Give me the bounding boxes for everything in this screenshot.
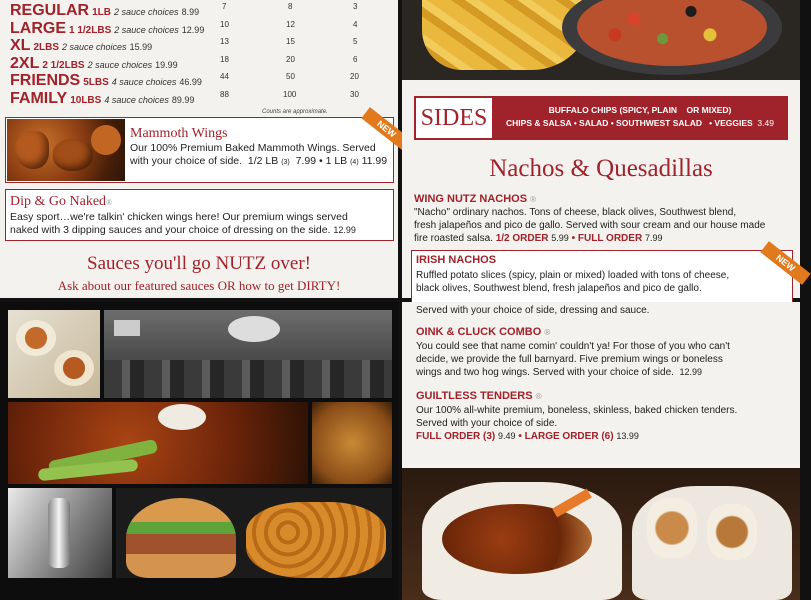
size-row bbox=[10, 37, 390, 55]
count-col1: 18 bbox=[220, 54, 229, 64]
size-row bbox=[10, 90, 390, 108]
wraps-photo bbox=[8, 310, 100, 398]
wing-sizes-panel bbox=[0, 0, 398, 298]
guiltless-tenders-item bbox=[416, 390, 794, 443]
wings-baskets-photo bbox=[402, 468, 800, 600]
trademark-mark: ® bbox=[106, 198, 113, 207]
full-order-label: FULL ORDER (3) bbox=[416, 431, 496, 442]
large-order-label: LARGE ORDER (6) bbox=[524, 431, 614, 442]
mammoth-desc bbox=[130, 142, 387, 169]
new-badge: NEW bbox=[361, 107, 411, 151]
size-name: XL bbox=[10, 37, 31, 54]
sides-label-box bbox=[416, 98, 492, 138]
size-row bbox=[10, 20, 390, 38]
photo-collage bbox=[0, 302, 398, 600]
new-badge: NEW bbox=[760, 241, 810, 285]
sauce-choices: 4 sauce choices bbox=[111, 77, 177, 87]
irish-nachos-box bbox=[411, 250, 797, 303]
count-col2: 12 bbox=[286, 19, 295, 29]
size-row bbox=[10, 72, 390, 90]
sauces-subheading: Ask about our featured sauces OR how to get DIRTY! bbox=[57, 278, 341, 293]
sauce-choices: 2 sauce choices bbox=[114, 7, 179, 17]
sides-label: SIDES bbox=[420, 104, 488, 131]
wings-celery-photo bbox=[8, 402, 308, 484]
half-order-label: 1/2 ORDER bbox=[495, 233, 549, 244]
item-desc bbox=[414, 206, 794, 245]
dip-desc-line bbox=[10, 224, 356, 237]
sauce-choices: 2 sauce choices bbox=[87, 59, 153, 70]
count-col1: 10 bbox=[220, 19, 229, 29]
mammoth-wings-photo bbox=[7, 119, 125, 181]
mammoth-desc-line: Our 100% Premium Baked Mammoth Wings. Served bbox=[130, 142, 376, 154]
full-lb-price: 11.99 bbox=[361, 155, 388, 167]
trademark-mark: ® bbox=[535, 392, 542, 401]
full-lb-count: (4) bbox=[350, 159, 359, 166]
desc-line: black olives, Southwest blend, fresh jalapeños and pico de gallo. bbox=[416, 283, 702, 294]
mammoth-desc-line: with your choice of side. bbox=[130, 155, 243, 167]
item-title-text: OINK & CLUCK COMBO bbox=[416, 326, 542, 338]
item-title-text: GUILTLESS TENDERS bbox=[416, 390, 533, 402]
item-title bbox=[416, 326, 794, 338]
count-col1: 7 bbox=[222, 2, 227, 11]
item-title bbox=[416, 390, 794, 402]
trademark-mark: ® bbox=[530, 195, 537, 204]
desc-line: Our 100% all-white premium, boneless, skinless, baked chicken tenders. bbox=[416, 405, 738, 416]
size-name: REGULAR bbox=[10, 2, 90, 19]
item-price: 12.99 bbox=[679, 367, 703, 377]
restaurant-interior-photo bbox=[104, 310, 392, 398]
size-weight: 5LBS bbox=[83, 77, 109, 88]
size-price: 8.99 bbox=[181, 7, 200, 17]
desc-text: wings and two hog wings. Served with your choice of side. bbox=[416, 367, 674, 378]
count-col3: 3 bbox=[353, 2, 358, 11]
dip-go-naked-box bbox=[5, 189, 394, 241]
size-price: 12.99 bbox=[181, 24, 205, 35]
beer-tap-photo bbox=[8, 488, 112, 578]
burger-chips-photo bbox=[116, 488, 392, 578]
sizes-table bbox=[10, 2, 390, 107]
mammoth-title: Mammoth Wings bbox=[130, 126, 228, 141]
dip-desc bbox=[10, 211, 356, 237]
size-price: 89.99 bbox=[171, 94, 195, 105]
trademark-mark: ® bbox=[544, 328, 551, 337]
size-price: 19.99 bbox=[155, 59, 178, 70]
count-col1: 44 bbox=[220, 72, 229, 81]
counts-note: Counts are approximate. bbox=[262, 109, 328, 115]
desc-text: fire roasted salsa. bbox=[414, 233, 493, 244]
count-col2: 8 bbox=[288, 2, 293, 11]
dip-desc-text: naked with 3 dipping sauces and your choice of dressing on the side. bbox=[10, 224, 331, 236]
count-col3: 6 bbox=[353, 54, 358, 64]
desc-line: "Nacho" ordinary nachos. Tons of cheese, black olives, Southwest blend, bbox=[414, 207, 737, 218]
mammoth-price-line bbox=[130, 155, 387, 169]
size-weight: 10LBS bbox=[70, 94, 102, 106]
count-col3: 5 bbox=[353, 37, 358, 46]
count-col1: 88 bbox=[220, 89, 229, 99]
separator: • bbox=[571, 233, 576, 244]
chips-salsa-photo bbox=[402, 0, 800, 80]
irish-desc bbox=[416, 269, 729, 295]
sides-banner bbox=[414, 96, 788, 140]
nachos-heading: Nachos & Quesadillas bbox=[489, 155, 713, 182]
desc-line: decide, we provide the full barnyard. Five premium wings or boneless bbox=[416, 354, 723, 365]
item-title-text: WING NUTZ NACHOS bbox=[414, 193, 528, 205]
separator: • bbox=[318, 155, 323, 167]
full-order-price: 9.49 bbox=[498, 431, 516, 441]
dip-price: 12.99 bbox=[333, 225, 356, 235]
sauce-choices: 4 sauce choices bbox=[104, 94, 169, 105]
count-col3: 30 bbox=[350, 89, 359, 99]
size-name: FRIENDS bbox=[10, 72, 81, 89]
full-lb-label: 1 LB bbox=[325, 155, 348, 167]
size-weight: 1 1/2LBS bbox=[69, 24, 112, 36]
full-order-label: FULL ORDER bbox=[577, 233, 643, 244]
sauce-choices: 2 sauce choices bbox=[62, 42, 127, 52]
size-price: 46.99 bbox=[179, 77, 202, 87]
served-with-line: Served with your choice of side, dressing and sauce. bbox=[416, 305, 650, 316]
sides-line: BUFFALO CHIPS (SPICY, PLAIN OR MIXED) bbox=[548, 105, 732, 115]
count-col2: 20 bbox=[286, 54, 295, 64]
item-desc bbox=[416, 404, 794, 443]
irish-title: IRISH NACHOS bbox=[416, 254, 497, 266]
item-title bbox=[414, 193, 794, 205]
size-weight: 1LB bbox=[92, 7, 112, 18]
full-order-price: 7.99 bbox=[644, 233, 663, 243]
separator: • bbox=[518, 431, 522, 442]
size-row bbox=[10, 55, 390, 73]
size-name: LARGE bbox=[10, 19, 66, 37]
desc-line bbox=[416, 366, 794, 379]
half-lb-price: 7.99 bbox=[295, 155, 317, 167]
size-weight: 2 1/2LBS bbox=[42, 59, 85, 71]
size-weight: 2LBS bbox=[33, 42, 60, 53]
desc-line: You could see that name comin' couldn't ya! For those of you who can't bbox=[416, 341, 730, 352]
sauce-choices: 2 sauce choices bbox=[114, 24, 179, 35]
dip-title bbox=[10, 194, 112, 210]
new-tag-corner bbox=[764, 251, 797, 279]
count-col3: 20 bbox=[350, 72, 359, 81]
boneless-wings-photo bbox=[312, 402, 392, 484]
large-order-price: 13.99 bbox=[616, 431, 639, 441]
wing-nutz-nachos-item bbox=[414, 193, 794, 245]
count-col2: 15 bbox=[286, 37, 295, 46]
sides-line-text: CHIPS & SALSA • SALAD • SOUTHWEST SALAD • VEGGIES bbox=[506, 118, 753, 128]
mammoth-wings-box bbox=[5, 117, 398, 183]
combo-tenders-panel bbox=[402, 302, 800, 600]
sides-line bbox=[498, 117, 782, 130]
desc-line: fresh jalapeños and pico de gallo. Served with sour cream and our house made bbox=[414, 220, 766, 231]
oink-cluck-item bbox=[416, 326, 794, 379]
item-desc bbox=[416, 340, 794, 379]
count-col2: 50 bbox=[286, 72, 295, 81]
sauces-heading: Sauces you'll go NUTZ over! bbox=[87, 253, 311, 274]
sides-price: 3.49 bbox=[757, 118, 774, 128]
price-line bbox=[416, 430, 794, 443]
size-price: 15.99 bbox=[129, 42, 153, 52]
half-lb-label: 1/2 LB bbox=[247, 155, 279, 167]
dip-desc-line: Easy sport…we're talkin' chicken wings here! Our premium wings served bbox=[10, 211, 348, 223]
size-row bbox=[10, 2, 390, 20]
count-col2: 100 bbox=[283, 89, 297, 99]
dip-title-text: Dip & Go Naked bbox=[10, 194, 107, 209]
new-tag-corner bbox=[367, 118, 398, 144]
desc-line: Served with your choice of side. bbox=[416, 418, 558, 429]
desc-line bbox=[414, 232, 794, 245]
size-name: FAMILY bbox=[10, 89, 68, 107]
half-order-price: 5.99 bbox=[551, 233, 569, 243]
sides-nachos-panel bbox=[402, 0, 800, 298]
count-col3: 4 bbox=[353, 19, 358, 29]
sides-list bbox=[498, 104, 782, 130]
desc-line: Ruffled potato slices (spicy, plain or mixed) loaded with tons of cheese, bbox=[416, 270, 730, 281]
count-col1: 13 bbox=[220, 37, 229, 46]
size-name: 2XL bbox=[10, 54, 40, 72]
half-lb-count: (3) bbox=[281, 159, 290, 166]
